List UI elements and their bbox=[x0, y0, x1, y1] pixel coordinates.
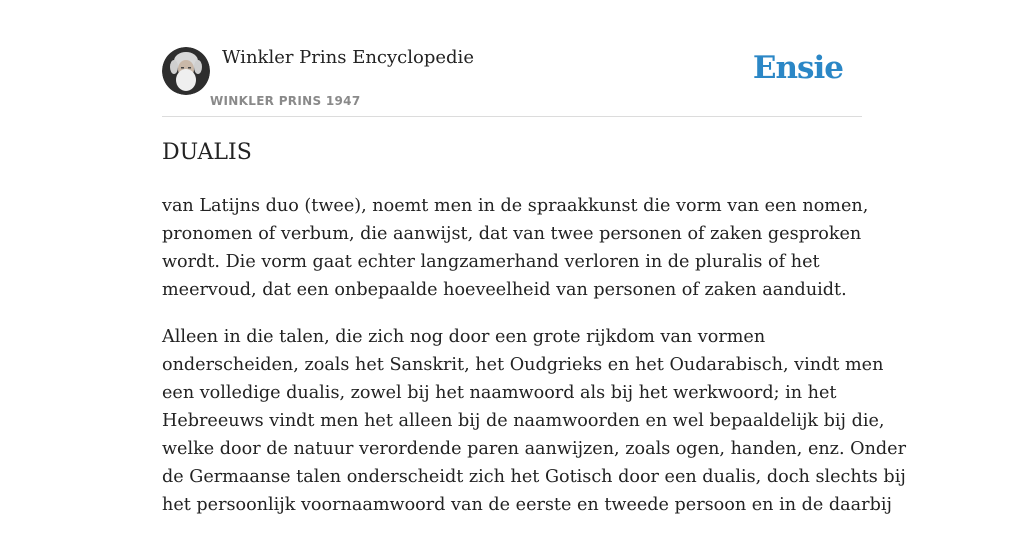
source-title-link[interactable]: Winkler Prins Encyclopedie bbox=[222, 47, 474, 68]
text-line: meervoud, dat een onbepaalde hoeveelheid van personen of zaken aanduidt. bbox=[162, 280, 847, 300]
text-line: een volledige dualis, zowel bij het naamwoord als bij het werkwoord; in het bbox=[162, 383, 837, 403]
article-body bbox=[162, 192, 906, 538]
text-line: van Latijns duo (twee), noemt men in de spraakkunst die vorm van een nomen, bbox=[162, 196, 869, 216]
avatar[interactable] bbox=[162, 47, 210, 95]
text-line: wordt. Die vorm gaat echter langzamerhand verloren in de pluralis of het bbox=[162, 252, 820, 272]
paragraph-2 bbox=[162, 323, 906, 519]
text-line: onderscheiden, zoals het Sanskrit, het Oudgrieks en het Oudarabisch, vindt men bbox=[162, 355, 884, 375]
text-line: Alleen in die talen, die zich nog door een grote rijkdom van vormen bbox=[162, 327, 766, 347]
text-line: de Germaanse talen onderscheidt zich het Gotisch door een dualis, doch slechts bij bbox=[162, 467, 906, 487]
source-header bbox=[162, 44, 862, 117]
brand-logo[interactable]: Ensie bbox=[752, 50, 843, 86]
article-title: DUALIS bbox=[162, 140, 252, 165]
source-subtitle: WINKLER PRINS 1947 bbox=[210, 94, 361, 108]
text-line: pronomen of verbum, die aanwijst, dat van twee personen of zaken gesproken bbox=[162, 224, 862, 244]
text-line: welke door de natuur verordende paren aanwijzen, zoals ogen, handen, enz. Onder bbox=[162, 439, 906, 459]
text-line: Hebreeuws vindt men het alleen bij de naamwoorden en wel bepaaldelijk bij die, bbox=[162, 411, 885, 431]
paragraph-1 bbox=[162, 192, 868, 304]
text-line: het persoonlijk voornaamwoord van de eerste en tweede persoon en in de daarbij bbox=[162, 495, 892, 515]
